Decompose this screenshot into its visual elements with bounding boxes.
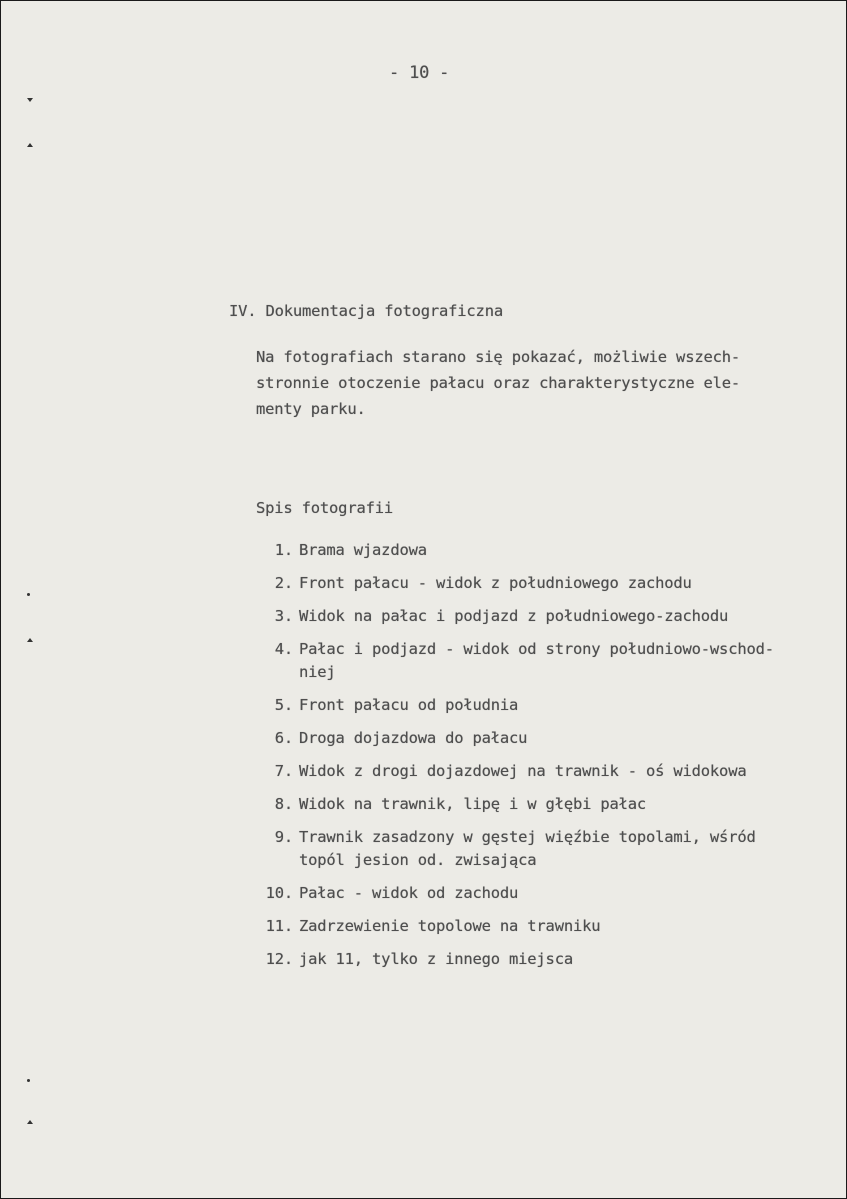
intro-line: stronnie otoczenie pałacu oraz charakterystyczne ele- (256, 374, 740, 392)
list-item (253, 727, 774, 750)
item-description: Front pałacu od południa (299, 696, 519, 714)
list-item (253, 948, 774, 971)
item-number: 8. (274, 795, 293, 813)
item-number: 2. (274, 574, 293, 592)
item-number: 4. (274, 640, 293, 658)
list-item (253, 572, 774, 595)
item-description: Trawnik zasadzony w gęstej więźbie topolami, wśród topól jesion od. zwisająca (299, 828, 756, 869)
item-number: 1. (274, 541, 293, 559)
intro-line: menty parku. (256, 400, 366, 418)
item-number: 11. (265, 917, 293, 935)
item-number: 12. (265, 950, 293, 968)
item-number: 10. (265, 884, 293, 902)
list-item (253, 539, 774, 562)
photo-list (253, 539, 774, 981)
item-description: Widok na pałac i podjazd z południowego-zachodu (299, 607, 729, 625)
list-item (253, 694, 774, 717)
section-heading: IV. Dokumentacja fotograficzna (229, 302, 503, 320)
list-item (253, 605, 774, 628)
item-description: Droga dojazdowa do pałacu (299, 729, 528, 747)
list-item (253, 915, 774, 938)
margin-mark (27, 638, 33, 642)
item-description: Pałac i podjazd - widok od strony południowo-wschod- niej (299, 640, 774, 681)
item-number: 9. (274, 828, 293, 846)
item-description: Brama wjazdowa (299, 541, 427, 559)
item-description: Widok z drogi dojazdowej na trawnik - oś widokowa (299, 762, 747, 780)
list-item (253, 760, 774, 783)
list-item (253, 882, 774, 905)
item-number: 6. (274, 729, 293, 747)
margin-mark (27, 593, 30, 596)
item-number: 5. (274, 696, 293, 714)
intro-line: Na fotografiach starano się pokazać, możliwie wszech- (256, 348, 740, 366)
margin-mark (27, 98, 33, 102)
photo-list-heading: Spis fotografii (256, 499, 393, 517)
item-description: Pałac - widok od zachodu (299, 884, 519, 902)
item-description: Front pałacu - widok z południowego zachodu (299, 574, 692, 592)
list-item (253, 638, 774, 684)
item-number: 3. (274, 607, 293, 625)
intro-paragraph (256, 344, 740, 422)
margin-mark (27, 143, 33, 147)
item-description: Widok na trawnik, lipę i w głębi pałac (299, 795, 647, 813)
margin-mark (27, 1079, 30, 1082)
list-item (253, 826, 774, 872)
page-number: - 10 - (389, 63, 450, 83)
margin-mark (27, 1120, 33, 1124)
item-description: Zadrzewienie topolowe na trawniku (299, 917, 601, 935)
item-number: 7. (274, 762, 293, 780)
list-item (253, 793, 774, 816)
item-description: jak 11, tylko z innego miejsca (299, 950, 573, 968)
